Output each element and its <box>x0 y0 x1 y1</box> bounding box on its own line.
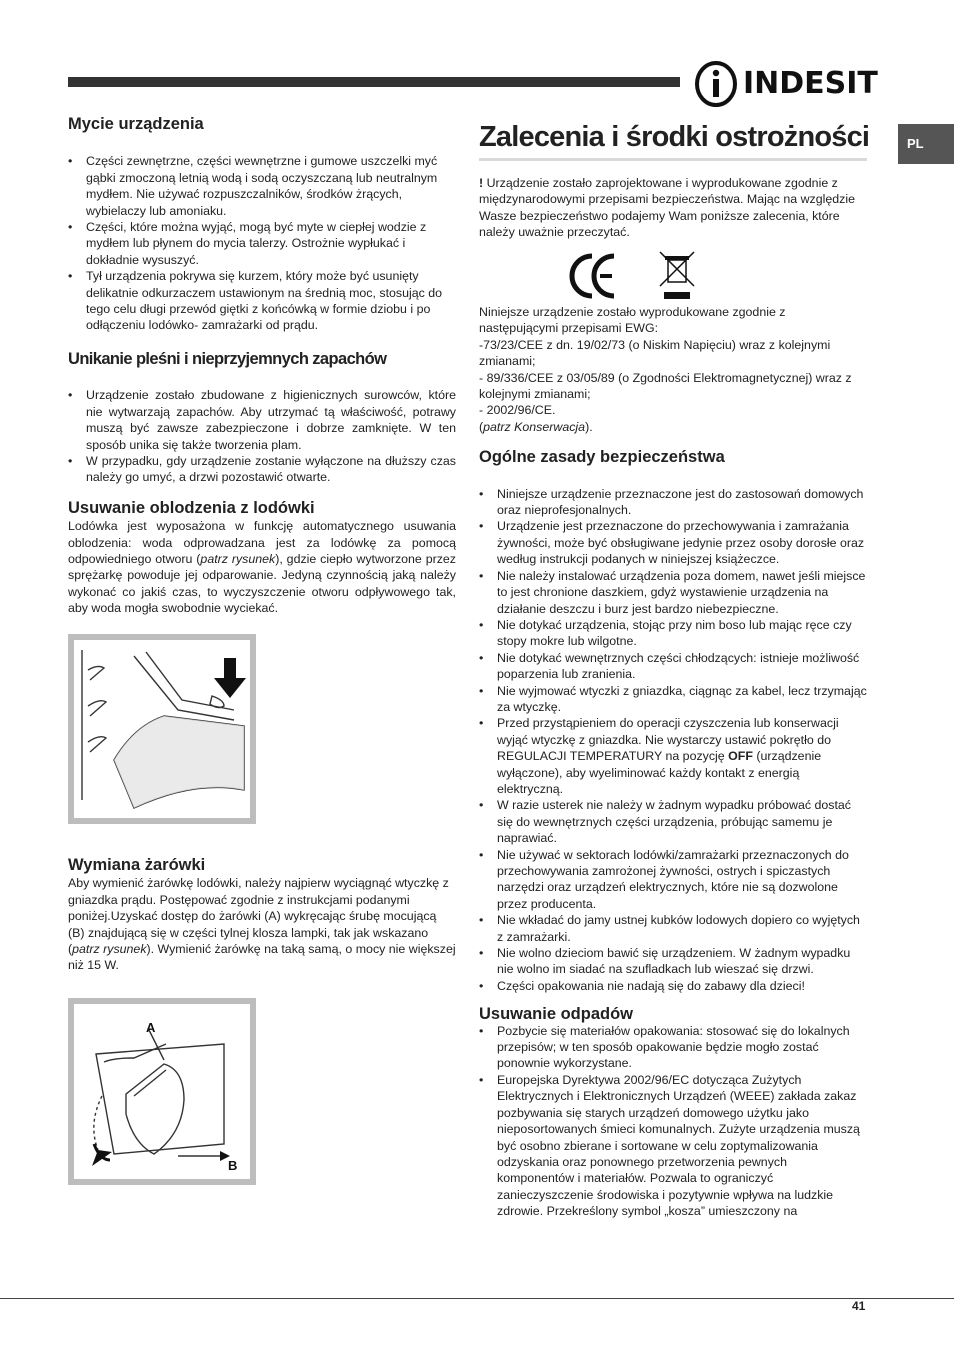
list-item: • Nie wyjmować wtyczki z gniazdka, ciągnąc za kabel, lecz trzymając za wtyczkę. <box>479 683 867 716</box>
list-item: • Przed przystąpieniem do operacji czyszczenia lub konserwacji wyjąć wtyczkę z gniazdka. Nie wystarczy ustawić pokrętło do REGULACJI TEMPERATURY na pozycję OFF (urządzenie wyłączone), aby wyeliminować każdy kontakt z energią elektryczną. <box>479 715 867 797</box>
directives-lead: Niniejsze urządzenie zostało wyprodukowane zgodnie z następującymi przepisami EWG: <box>479 305 786 336</box>
section-title-waste: Usuwanie odpadów <box>479 1005 634 1024</box>
brand-logo <box>693 60 878 108</box>
list-item: • Nie wolno dzieciom bawić się urządzeniem. W żadnym wypadku nie wolno im siadać na szufladkach lub wieszać się drzwi. <box>479 945 867 978</box>
section-title-defrost: Usuwanie oblodzenia z lodówki <box>68 498 315 517</box>
bulb-section <box>68 857 456 974</box>
bulb-replacement-figure <box>68 998 256 1185</box>
bulb-illustration <box>74 1004 250 1179</box>
list-item: • Nie używać w sektorach lodówki/zamrażarki przeznaczonych do przechowywania zamrożonej żywności, ostrych i spiczastych narzędzi oraz urządzeń elektrycznych, które nie są dozwolone przez producenta. <box>479 847 867 913</box>
list-item: • Części zewnętrzne, części wewnętrzne i gumowe uszczelki myć gąbki zmoczoną letnią wodą i sodą oczyszczaną lub neutralnym mydłem. Nie używać rozpuszczalników, środków żrących, wybielaczy lub amoniaku. <box>68 153 456 219</box>
right-column <box>479 175 867 241</box>
list-item: • Nie wkładać do jamy ustnej kubków lodowych dopiero co wyjętych z zamrażarki. <box>479 912 867 945</box>
directive-line: - 89/336/CEE z 03/05/89 (o Zgodności Elektromagnetycznej) wraz z kolejnymi zmianami; <box>479 370 852 402</box>
list-item: • Części opakowania nie nadają się do zabawy dla dzieci! <box>479 978 867 994</box>
list-item: • Nie dotykać urządzenia, stojąc przy nim boso lub mając ręce czy stopy mokre lub wilgotne. <box>479 617 867 650</box>
safety-list <box>479 486 867 995</box>
ce-mark-icon <box>572 256 614 296</box>
directive-line: -73/23/CEE z dn. 19/02/73 (o Niskim Napięciu) wraz z kolejnymi zmianami; <box>479 337 831 369</box>
list-item: • Niniejsze urządzenie przeznaczone jest do zastosowań domowych oraz nieprofesjonalnych. <box>479 486 867 519</box>
page-number: 41 <box>852 1299 866 1313</box>
defrost-drain-figure <box>68 634 256 824</box>
directives-block <box>479 304 867 1220</box>
mould-list <box>68 387 456 485</box>
figure-label-a: A <box>146 1020 156 1035</box>
list-item: • Tył urządzenia pokrywa się kurzem, który może być usunięty delikatnie odkurzaczem ustawionym na średnią moc, stosując do tego celu długi przewód giętki z końcówką w formie dziobu i po odłączeniu lodówko- zamrażarki od prądu. <box>68 268 456 334</box>
bulb-text: Aby wymienić żarówkę lodówki, należy najpierw wyciągnąć wtyczkę z gniazdka prądu. Postępować zgodnie z instrukcjami podanymi poniżej.Uzyskać dostęp do żarówki (A) wykręcając śrubę mocującą (B) znajdującą się w części tylnej klosza lampki, tak jak wskazano (patrz rysunek). Wymienić żarówkę na taką samą, o mocy nie większej niż 15 W. <box>68 876 456 973</box>
directive-line: - 2002/96/CE. <box>479 403 556 418</box>
cleaning-list <box>68 153 456 333</box>
defrost-text: Lodówka jest wyposażona w funkcję automatycznego usuwania oblodzenia: woda odprowadzana jest za lodówkę za pomocą odpowiedniego otworu (patrz rysunek), gdzie ciepło wytworzone przez sprężarkę powoduje jej odparowanie. Jedyną czynnością jaką należy wykonać co jakiś czas, to wyczyszczenie otworu odpływowego tak, aby woda mogła swobodnie wyciekać. <box>68 519 456 616</box>
intro-text: ! Urządzenie zostało zaprojektowane i wyprodukowane zgodnie z międzynarodowymi przepisami bezpieczeństwa. Mając na względzie Wasze bezpieczeństwo podajemy Wam poniższe zalecenia, które należy uważnie przeczytać. <box>479 176 856 240</box>
weee-bin-icon <box>660 252 694 299</box>
list-item: • Europejska Dyrektywa 2002/96/EC dotycząca Zużytych Elektrycznych i Elektronicznych Urządzeń (WEEE) zakłada zakaz pozbywania się starych urządzeń domowego użytku jako nieposortowanych śmieci komunalnych. Zużyte urządzenia muszą być osobno zbierane i sortowane w celu zoptymalizowania odzyskania oraz ponownego przetworzenia pewnych komponentów i materiałów. Pozwala to ograniczyć zanieczyszczenie środowiska i pozytywnie wpływa na ludzkie zdrowie. Przekreślony symbol „kosza” umieszczony na <box>479 1072 867 1220</box>
list-item: • Pozbycie się materiałów opakowania: stosować się do lokalnych przepisów; w ten sposób opakowanie będzie mogło zostać ponownie wykorzystane. <box>479 1023 867 1072</box>
section-title-cleaning: Mycie urządzenia <box>68 115 204 133</box>
list-item: • Nie dotykać wewnętrznych części chłodzących: istnieje możliwość poparzenia lub zranienia. <box>479 650 867 683</box>
section-title-safety: Ogólne zasady bezpieczeństwa <box>479 448 725 467</box>
list-item: • W razie usterek nie należy w żadnym wypadku próbować dostać się do wewnętrznych części urządzenia, próbując samemu je naprawiać. <box>479 797 867 846</box>
left-column <box>68 116 456 617</box>
brand-name: INDESIT <box>743 66 878 101</box>
list-item: • W przypadku, gdy urządzenie zostanie wyłączone na dłuższy czas należy go umyć, a drzwi pozostawić otwarte. <box>68 453 456 486</box>
section-title-bulb: Wymiana żarówki <box>68 856 206 874</box>
conservation-ref: (patrz Konserwacja). <box>479 419 593 434</box>
list-item: • Urządzenie zostało zbudowane z higienicznych surowców, które nie wytwarzają zapachów. Aby utrzymać tą właściwość, potrawy muszą być zawsze zabezpieczone i dobrze zamknięte. W ten sposób unika się także tworzenia plam. <box>68 387 456 453</box>
list-item: • Nie należy instalować urządzenia poza domem, nawet jeśli miejsce to jest chronione daszkiem, gdyż wystawienie urządzenia na działanie deszczu i burz jest bardzo niebezpieczne. <box>479 568 867 617</box>
waste-list <box>479 1023 867 1220</box>
section-title-mould: Unikanie pleśni i nieprzyjemnych zapachów <box>68 349 387 368</box>
list-item: • Urządzenie jest przeznaczone do przechowywania i zamrażania żywności, może być obsługiwane jedynie przez osoby dorosłe oraz według instrukcji podanych w niniejszej książeczce. <box>479 518 867 567</box>
defrost-illustration <box>74 640 250 818</box>
title-underline <box>479 158 867 161</box>
figure-label-b: B <box>228 1158 238 1173</box>
brand-logo-icon <box>693 61 739 107</box>
list-item: • Części, które można wyjąć, mogą być myte w ciepłej wodzie z mydłem lub płynem do mycia talerzy. Ostrożnie wypłukać i dokładnie wysuszyć. <box>68 219 456 268</box>
header-rule <box>68 77 680 87</box>
footer-rule <box>0 1298 954 1299</box>
page-title: Zalecenia i środki ostrożności <box>479 121 870 153</box>
ce-weee-symbols <box>568 250 708 302</box>
language-tab: PL <box>898 124 954 164</box>
